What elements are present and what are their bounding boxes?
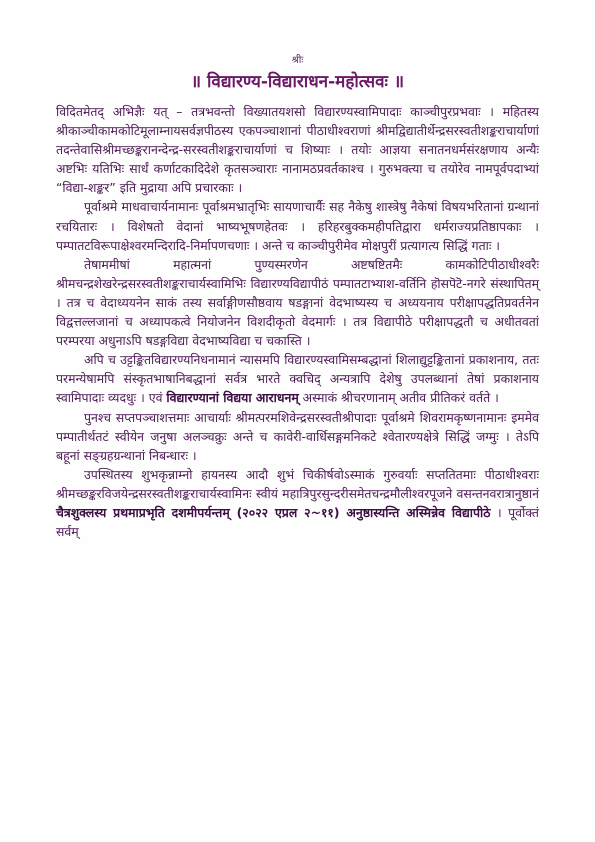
paragraph-text: । पूर्वोक्तं सर्वम् <box>56 504 539 540</box>
paragraph-text: पुनश्च सप्तपञ्चाशत्तमाः आचार्याः श्रीमत्परमशिवेन्द्रसरस्वतीश्रीपादाः पूर्वाश्रमे शिवरामकृष्णनामानः इममेव पम्पातीर्थतटं स्वीयेन जनुषा अलञ्चक्रुः अन्ते च कावेरी-वार्धिसङ्गमनिकटे श्वेतारण्यक्षेत्रे सिद्धिं जग्मुः । तेऽपि बहूनां सङ्ग्रहग्रन्थानां निबन्धारः । <box>56 409 539 463</box>
paragraph-1 <box>56 102 539 197</box>
paragraph-bold-text: विद्यारण्यानां विद्यया आराधनम् <box>166 390 299 406</box>
paragraph-text: उपस्थितस्य शुभकृन्नाम्नो हायनस्य आदौ शुभं चिकीर्षवोऽस्माकं गुरुवर्याः सप्ततितमाः पीठाधीश्वराः श्रीमच्छङ्करविजयेन्द्रसरस्वतीशङ्कराचार्यस्वामिनः स्वीयं महात्रिपुरसुन्दरीसमेतचन्द्रमौलीश्वरपूजने वसन्तनवरात्रानुष्ठानं <box>56 466 539 501</box>
paragraph-3 <box>56 255 539 350</box>
paragraph-4 <box>56 350 539 407</box>
page-title: ॥ विद्यारण्य-विद्याराधन-महोत्सवः ॥ <box>190 72 405 92</box>
paragraph-6 <box>56 465 539 541</box>
paragraph-5 <box>56 408 539 465</box>
paragraph-2 <box>56 197 539 254</box>
paragraph-text: विदितमेतद् अभिज्ञैः यत् – तत्रभवन्तो विख्यातयशसो विद्यारण्यस्वामिपादाः काञ्चीपुरप्रभवाः । महितस्य श्रीकाञ्चीकामकोटिमूलाम्नायसर्वज्ञपीठस्य एकपञ्चाशानां पीठाधीश्वराणां श्रीमद्विद्यातीर्थेन्द्रसरस्वतीशङ्कराचार्याणां तदन्तेवासिश्रीमच्छङ्करानन्देन्द्र-सरस्वतीशङ्कराचार्याणां च शिष्याः । तयोः आज्ञया सनातनधर्मसंरक्षणाय अन्यैः अष्टभिः यतिभिः सार्धं कर्णाटकादिदेशे कृतसञ्चाराः नानामठप्रवर्तकाश्च । गुरुभक्त्या च तयोरेव नामपूर्वपदाभ्यां “विद्या-शङ्कर” इति मुद्राया अपि प्रचारकाः । <box>56 104 539 196</box>
paragraph-text: अस्माकं श्रीचरणानाम् अतीव प्रीतिकरं वर्तते । <box>298 390 499 406</box>
paragraph-text: तेषाममीषां महात्मनां पुण्यस्मरणेन अष्टषष्टितमैः कामकोटिपीठाधीश्वरैः श्रीमचन्द्रशेखरेन्द्रसरस्वतीशङ्कराचार्यस्वामिभिः विद्यारण्यविद्यापीठं पम्पातटाभ्याश-वर्तिनि हॊसपॆटॆ-नगरे संस्थापितम् । तत्र च वेदाध्ययनेन साकं तस्य सर्वाङ्गीणसौष्ठवाय षडङ्गानां वेदभाष्यस्य च अध्ययनाय परीक्षापद्धतिप्रवर्तनेन विद्वत्तल्लजानां च अध्यापकत्वे नियोजनेन विशदीकृतो वेदमार्गः । तत्र विद्यापीठे परीक्षापद्धतौ च अधीतवतां परम्परया अधुनाऽपि षडङ्गविद्या वेदभाष्यविद्या च चकास्ति । <box>56 256 539 349</box>
paragraph-bold-text: चैत्रशुक्लस्य प्रथमाप्रभृति दशमीपर्यन्तम् (२०२२ एप्रल २~११) अनुष्ठास्यन्ति अस्मिन्नेव विद्यापीठे <box>56 504 491 520</box>
invocation-shri: श्रीः <box>291 55 304 66</box>
paragraph-text: पूर्वाश्रमे माधवाचार्यनामानः पूर्वाश्रमभ्रातृभिः सायणाचार्यैः सह नैकेषु शास्त्रेषु नैकेषां विषयभरितानां ग्रन्थानां रचयितारः । विशेषतो वेदानां भाष्यभूषणहेतवः । हरिहरबुक्कमहीपतिद्वारा धर्मराज्यप्रतिष्ठापकाः । पम्पातटविरूपाक्षेश्वरमन्दिरादि-निर्मापणचणाः । अन्ते च काञ्चीपुरीमेव मोक्षपुरीं प्रत्यागत्य सिद्धिं गताः । <box>56 199 539 253</box>
paragraph-text: अपि च उट्टङ्कितविद्यारण्यनिधनामानं न्यासमपि विद्यारण्यस्वामिसम्बद्धानां शिलाद्युट्टङ्कितानां प्रकाशनाय, ततः परमन्येषामपि संस्कृतभाषानिबद्धानां सर्वत्र भारते क्वचिद् अन्यत्रापि देशेषु उपलब्धानां तेषां प्रकाशनाय स्वामिपादाः व्यदधुः । एवं <box>56 352 539 406</box>
